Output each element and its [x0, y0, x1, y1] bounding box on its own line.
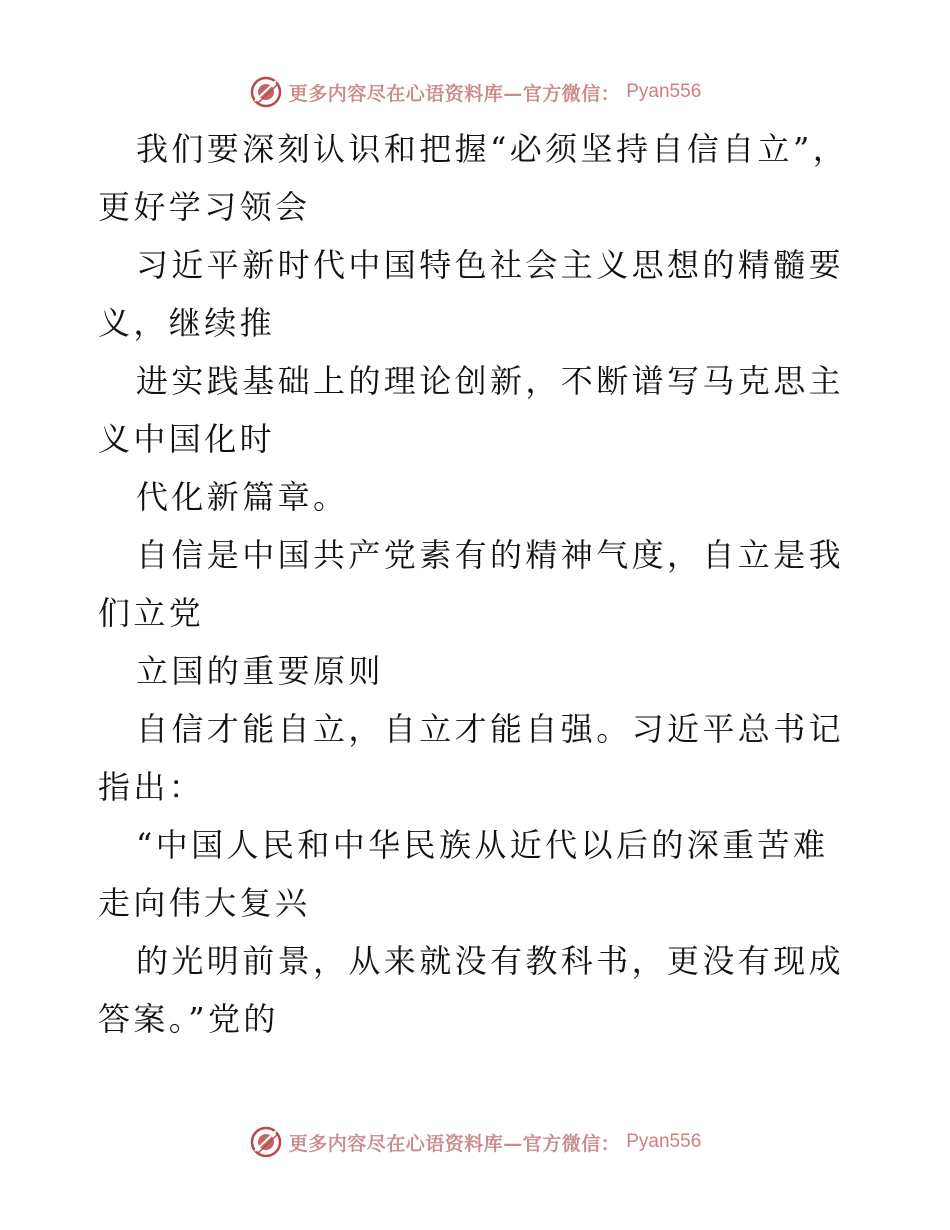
watermark-text: 更多内容尽在心语资料库—官方微信：	[288, 82, 621, 105]
document-body	[98, 120, 858, 1048]
paragraph: 我们要深刻认识和把握“必须坚持自信自立”，更好学习领会	[98, 130, 849, 226]
paragraph: 自信是中国共产党素有的精神气度，自立是我们立党	[98, 536, 845, 632]
paragraph: “中国人民和中华民族从近代以后的深重苦难走向伟大复兴	[98, 826, 829, 922]
page-footer-watermark	[0, 1122, 950, 1162]
paragraph: 自信才能自立，自立才能自强。习近平总书记指出：	[98, 710, 845, 806]
watermark-account: Pyan556	[626, 81, 702, 102]
paragraph: 习近平新时代中国特色社会主义思想的精髓要义，继续推	[98, 246, 845, 342]
paragraph: 的光明前景，从来就没有教科书，更没有现成答案。”党的	[98, 942, 845, 1038]
watermark-account: Pyan556	[626, 1131, 702, 1152]
logo-icon	[249, 75, 283, 109]
page-header-watermark	[0, 72, 950, 112]
logo-icon	[249, 1125, 283, 1159]
paragraph: 代化新篇章。	[136, 478, 349, 516]
watermark-text: 更多内容尽在心语资料库—官方微信：	[288, 1132, 621, 1155]
paragraph: 立国的重要原则	[136, 652, 384, 690]
paragraph: 进实践基础上的理论创新，不断谱写马克思主义中国化时	[98, 362, 845, 458]
